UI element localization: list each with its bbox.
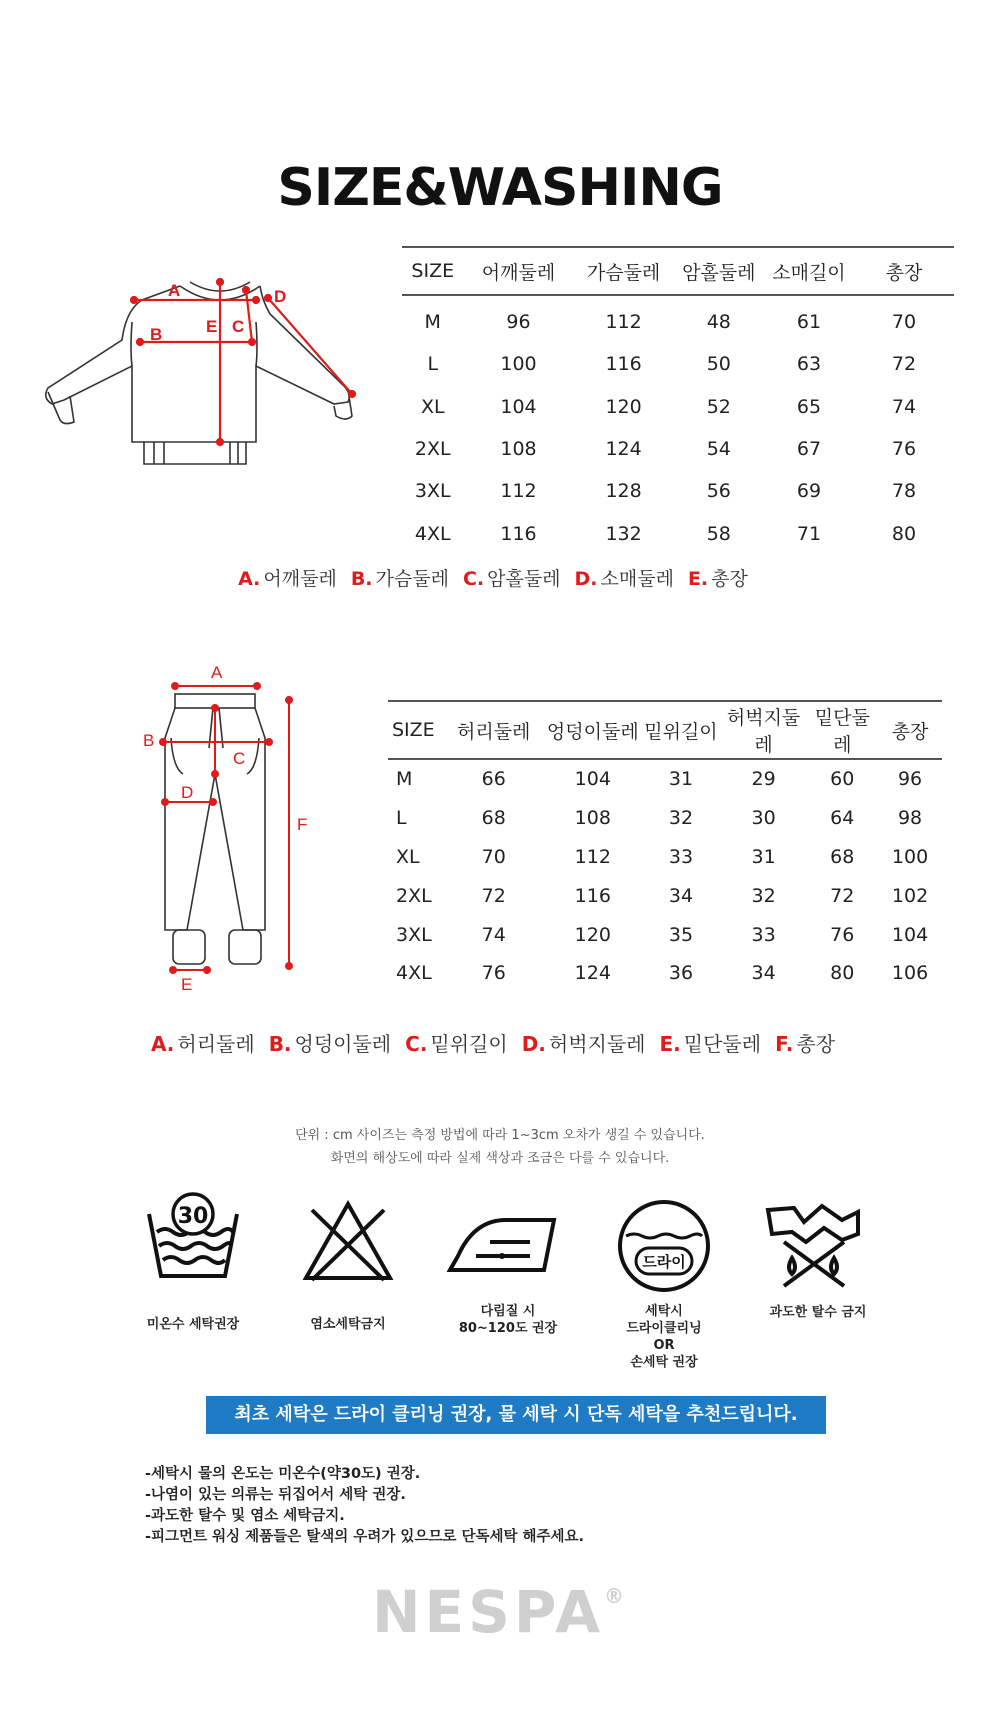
table-cell: 124	[605, 438, 642, 461]
table-cell: 132	[605, 522, 642, 545]
table-cell: L	[396, 807, 407, 830]
table-cell: 30	[751, 807, 776, 830]
col-header: 총장	[878, 701, 942, 759]
table-cell: 78	[891, 480, 917, 503]
table-cell: 33	[668, 845, 694, 868]
no-bleach-icon	[300, 1196, 396, 1284]
table-cell: 34	[751, 962, 776, 985]
wash-label: 다림질 시 80~120도 권장	[458, 1304, 558, 1336]
bottom-legend	[0, 1028, 1000, 1057]
table-cell: 56	[706, 480, 731, 503]
wash-label: 과도한 탈수 금지	[769, 1305, 867, 1320]
table-cell: 96	[897, 768, 923, 791]
table-cell: 76	[481, 962, 506, 985]
col-header: 허리둘레	[443, 701, 545, 759]
table-cell: 65	[796, 395, 822, 418]
dry-clean-icon	[614, 1196, 714, 1296]
wash-label: 염소세탁금지	[310, 1317, 386, 1332]
label-e: E	[206, 317, 218, 336]
table-cell: 80	[891, 522, 917, 545]
pants-diagram	[135, 664, 320, 994]
col-header: 밑위길이	[641, 701, 721, 759]
table-cell: 74	[481, 923, 506, 946]
label-d: D	[181, 783, 194, 802]
table-cell: 112	[500, 480, 537, 503]
table-cell: 72	[891, 353, 917, 376]
table-cell: 67	[796, 438, 822, 461]
table-cell: 100	[500, 353, 537, 376]
table-cell: 76	[830, 923, 855, 946]
table-row	[402, 386, 954, 428]
table-cell: 69	[796, 480, 822, 503]
wash-banner: 최초 세탁은 드라이 클리닝 권장, 물 세탁 시 단독 세탁을 추천드립니다.	[206, 1396, 826, 1434]
col-header: 허벅지둘레	[721, 701, 807, 759]
col-header: 가슴둘레	[573, 247, 673, 295]
table-cell: 96	[506, 311, 531, 334]
label-c: C	[232, 317, 245, 336]
care-note: -피그먼트 워싱 제품들은 탈색의 우려가 있으므로 단독세탁 해주세요.	[145, 1529, 585, 1545]
col-header: 어깨둘레	[464, 247, 574, 295]
table-cell: 61	[796, 311, 822, 334]
top-size-table	[402, 246, 954, 555]
legend-key: F.	[775, 1032, 794, 1056]
care-note: -세탁시 물의 온도는 미온수(약30도) 권장.	[145, 1466, 421, 1482]
table-cell: XL	[396, 845, 420, 868]
wash-label: 세탁시 드라이클리닝 OR 손세탁 권장	[626, 1304, 702, 1370]
table-cell: 98	[897, 807, 923, 830]
table-cell: 72	[481, 884, 506, 907]
table-cell: 66	[481, 768, 506, 791]
table-cell: 72	[830, 884, 855, 907]
table-cell: 68	[830, 845, 855, 868]
table-cell: 2XL	[414, 438, 451, 461]
table-cell: 50	[706, 353, 731, 376]
table-row	[402, 295, 954, 343]
table-cell: 102	[891, 884, 929, 907]
legend-key: B.	[268, 1032, 292, 1056]
table-cell: M	[396, 768, 413, 791]
col-header: 밑단둘레	[806, 701, 878, 759]
wash-label: 미온수 세탁권장	[146, 1317, 240, 1332]
top-legend	[0, 564, 1000, 591]
table-cell: 112	[605, 311, 642, 334]
table-cell: 58	[706, 522, 731, 545]
table-row	[388, 799, 942, 838]
dry-badge: 드라이	[642, 1253, 686, 1271]
table-cell: 3XL	[396, 923, 432, 946]
table-cell: 36	[668, 962, 694, 985]
brand-mark: ®	[604, 1584, 628, 1608]
table-cell: 68	[481, 807, 506, 830]
legend-key: D.	[521, 1032, 546, 1056]
table-cell: 32	[751, 884, 776, 907]
table-cell: 70	[891, 311, 917, 334]
legend-key: D.	[574, 568, 598, 590]
table-cell: 106	[891, 962, 929, 985]
table-cell: 29	[751, 768, 776, 791]
table-cell: 108	[574, 807, 611, 830]
table-cell: 4XL	[396, 962, 432, 985]
table-cell: 2XL	[396, 884, 432, 907]
legend-key: A.	[238, 568, 261, 590]
table-row	[388, 876, 942, 915]
legend-text: 밑위길이	[430, 1032, 508, 1056]
bottom-size-table	[388, 700, 942, 993]
table-cell: 104	[891, 923, 929, 946]
table-cell: 71	[796, 522, 822, 545]
iron-icon	[446, 1210, 560, 1280]
care-note: -나염이 있는 의류는 뒤집어서 세탁 권장.	[145, 1487, 406, 1503]
page-title: SIZE&WASHING	[277, 158, 723, 218]
table-cell: 33	[751, 923, 776, 946]
table-cell: 35	[668, 923, 694, 946]
table-cell: 128	[605, 480, 642, 503]
table-cell: 104	[500, 395, 537, 418]
care-note: -과도한 탈수 및 염소 세탁금지.	[145, 1508, 345, 1524]
label-b: B	[150, 325, 163, 344]
legend-text: 암홀둘레	[487, 568, 561, 590]
label-a: A	[211, 664, 223, 682]
table-cell: 108	[500, 438, 537, 461]
no-wring-icon	[764, 1198, 864, 1290]
table-row	[402, 428, 954, 470]
table-cell: 120	[605, 395, 642, 418]
table-cell: L	[427, 353, 439, 376]
table-row	[388, 954, 942, 993]
table-row	[388, 759, 942, 799]
col-header: SIZE	[402, 247, 464, 295]
table-cell: 100	[891, 845, 929, 868]
table-row	[402, 343, 954, 385]
table-cell: 34	[668, 884, 694, 907]
legend-text: 총장	[711, 568, 748, 590]
wash-30-icon	[143, 1192, 243, 1284]
table-cell: 54	[706, 438, 731, 461]
legend-text: 밑단둘레	[683, 1032, 762, 1056]
legend-key: B.	[350, 568, 373, 590]
col-header: 소매길이	[764, 247, 854, 295]
measurement-notes	[0, 1124, 1000, 1170]
care-notes	[145, 1464, 584, 1548]
note-line-1: 단위 : cm 사이즈는 측정 방법에 따라 1~3cm 오차가 생길 수 있습니다.	[295, 1128, 705, 1143]
wash-temp-badge: 30	[177, 1204, 209, 1229]
table-cell: 116	[574, 884, 611, 907]
label-c: C	[233, 749, 246, 768]
legend-key: E.	[659, 1032, 681, 1056]
legend-text: 엉덩이둘레	[294, 1032, 392, 1056]
col-header: 엉덩이둘레	[544, 701, 641, 759]
table-row	[402, 512, 954, 554]
legend-text: 가슴둘레	[375, 568, 449, 590]
table-cell: 32	[668, 807, 694, 830]
label-d: D	[274, 287, 287, 306]
label-e: E	[181, 975, 193, 994]
label-b: B	[143, 731, 155, 750]
table-cell: 80	[830, 962, 855, 985]
table-cell: 104	[574, 768, 611, 791]
col-header: 총장	[854, 247, 954, 295]
table-cell: 116	[605, 353, 642, 376]
legend-text: 소매둘레	[600, 568, 674, 590]
table-cell: 31	[751, 845, 776, 868]
table-cell: 74	[891, 395, 917, 418]
table-cell: 124	[574, 962, 611, 985]
label-f: F	[297, 815, 308, 834]
table-cell: 120	[574, 923, 611, 946]
table-cell: 76	[891, 438, 917, 461]
legend-text: 어깨둘레	[263, 568, 337, 590]
legend-key: E.	[687, 568, 709, 590]
table-cell: 60	[830, 768, 855, 791]
note-line-2: 화면의 해상도에 따라 실제 색상과 조금은 다를 수 있습니다.	[330, 1151, 670, 1166]
legend-key: A.	[150, 1032, 175, 1056]
table-cell: 63	[796, 353, 822, 376]
legend-text: 허리둘레	[177, 1032, 255, 1056]
legend-key: C.	[405, 1032, 428, 1056]
table-cell: 70	[481, 845, 506, 868]
col-header: SIZE	[388, 701, 443, 759]
table-cell: 52	[706, 395, 731, 418]
legend-text: 총장	[796, 1032, 836, 1056]
table-cell: 48	[706, 311, 731, 334]
brand-name: NESPA	[371, 1578, 604, 1646]
table-cell: XL	[420, 395, 445, 418]
legend-key: C.	[462, 568, 485, 590]
table-cell: 116	[500, 522, 537, 545]
label-a: A	[168, 281, 181, 300]
table-cell: 31	[668, 768, 694, 791]
sweatshirt-diagram	[30, 270, 410, 500]
col-header: 암홀둘레	[674, 247, 764, 295]
table-row	[388, 838, 942, 877]
table-cell: 3XL	[414, 480, 451, 503]
table-row	[402, 470, 954, 512]
brand-logo	[0, 1578, 1000, 1646]
table-cell: M	[424, 311, 441, 334]
table-cell: 4XL	[414, 522, 451, 545]
table-cell: 64	[830, 807, 855, 830]
table-row	[388, 915, 942, 954]
legend-text: 허벅지둘레	[548, 1032, 646, 1056]
table-cell: 112	[574, 845, 611, 868]
